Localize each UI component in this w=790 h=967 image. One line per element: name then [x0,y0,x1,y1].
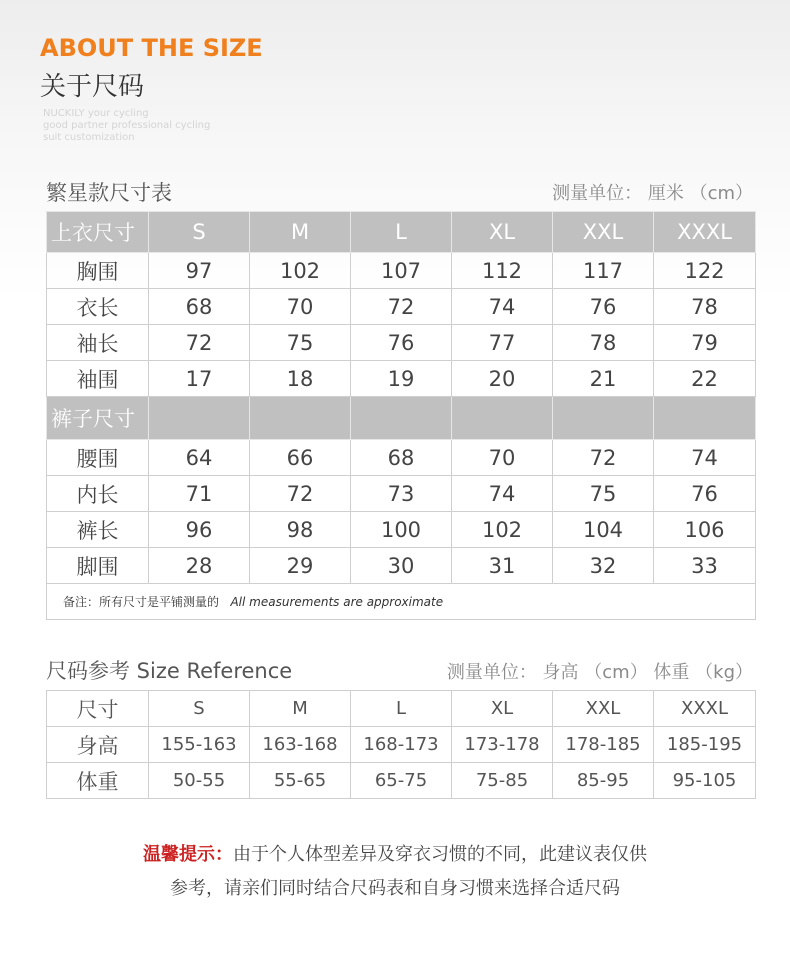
table-cell: 50-55 [149,763,250,799]
size-col-header: XXL [553,691,654,727]
table-cell: 72 [351,289,452,325]
table-cell: 70 [452,440,553,476]
size-col-header: M [250,691,351,727]
table-row [47,548,756,584]
table-cell: 68 [351,440,452,476]
table-row [47,440,756,476]
table-cell: 28 [149,548,250,584]
table-cell: 64 [149,440,250,476]
table-cell [654,397,756,440]
row-label: 衣长 [47,289,149,325]
table-cell: 178-185 [553,727,654,763]
table-cell: 31 [452,548,553,584]
row-label: 裤长 [47,512,149,548]
row-label: 胸围 [47,253,149,289]
note-row [47,584,756,620]
size-col-header: M [250,212,351,253]
table-cell: 74 [654,440,756,476]
table-cell: 98 [250,512,351,548]
pants-size-header: 裤子尺寸 [47,397,149,440]
table-cell: 74 [452,289,553,325]
size-col-header: S [149,691,250,727]
table-cell: 66 [250,440,351,476]
table-cell: 32 [553,548,654,584]
table-cell: 72 [149,325,250,361]
size-chart-unit: 测量单位： 厘米 （cm） [552,183,753,204]
row-label: 脚围 [47,548,149,584]
tagline-line: suit customization [43,132,135,143]
size-col-header: XL [452,691,553,727]
table-cell: 112 [452,253,553,289]
table-cell: 102 [452,512,553,548]
table-cell: 17 [149,361,250,397]
table-cell: 20 [452,361,553,397]
tips-line-2: 参考，请亲们同时结合尺码表和自身习惯来选择合适尺码 [170,878,620,899]
warm-tips [0,838,790,906]
tagline-line: good partner professional cycling [43,120,211,131]
table-cell: 95-105 [654,763,756,799]
note-en: All measurements are approximate [230,595,444,609]
table-cell: 96 [149,512,250,548]
table-cell [553,397,654,440]
table-cell: 71 [149,476,250,512]
table-cell: 163-168 [250,727,351,763]
table-cell: 168-173 [351,727,452,763]
row-label: 袖长 [47,325,149,361]
table-row [47,289,756,325]
table-row [47,763,756,799]
row-label: 体重 [47,763,149,799]
table-cell: 72 [553,440,654,476]
table-cell: 68 [149,289,250,325]
table-cell [250,397,351,440]
table-cell: 72 [250,476,351,512]
measurement-note [47,584,756,620]
table-cell: 18 [250,361,351,397]
note-cn: 备注：所有尺寸是平铺测量的 [63,595,220,609]
table-cell: 76 [553,289,654,325]
about-size-title: ABOUT THE SIZE [40,34,263,62]
reference-header-row [47,691,756,727]
table-cell: 76 [351,325,452,361]
tips-text: 由于个人体型差异及穿衣习惯的不同，此建议表仅供 [233,844,647,865]
table-cell: 21 [553,361,654,397]
about-size-title-cn: 关于尺码 [40,72,145,102]
size-reference-title: 尺码参考 Size Reference [46,659,293,683]
table-cell: 55-65 [250,763,351,799]
table-cell: 122 [654,253,756,289]
table-cell: 79 [654,325,756,361]
size-col-header: L [351,212,452,253]
pants-size-header-row [47,397,756,440]
table-cell: 33 [654,548,756,584]
table-cell: 78 [553,325,654,361]
size-col-header: XXXL [654,212,756,253]
table-row [47,476,756,512]
table-cell: 78 [654,289,756,325]
table-cell: 100 [351,512,452,548]
size-col-header: XL [452,212,553,253]
table-cell: 102 [250,253,351,289]
table-row [47,727,756,763]
table-cell: 104 [553,512,654,548]
table-cell: 106 [654,512,756,548]
table-cell: 97 [149,253,250,289]
table-row [47,253,756,289]
size-col-header: XXL [553,212,654,253]
table-row [47,512,756,548]
size-col-header: L [351,691,452,727]
table-cell: 76 [654,476,756,512]
table-row [47,325,756,361]
reference-header-label: 尺寸 [47,691,149,727]
table-cell [149,397,250,440]
table-cell: 74 [452,476,553,512]
top-size-header-row [47,212,756,253]
table-cell: 77 [452,325,553,361]
row-label: 袖围 [47,361,149,397]
table-cell: 85-95 [553,763,654,799]
table-cell: 19 [351,361,452,397]
tips-label: 温馨提示： [143,844,233,865]
table-cell: 155-163 [149,727,250,763]
table-cell: 22 [654,361,756,397]
table-cell: 73 [351,476,452,512]
table-cell: 107 [351,253,452,289]
table-cell: 29 [250,548,351,584]
tagline-line: NUCKILY your cycling [43,108,149,119]
top-size-header: 上衣尺寸 [47,212,149,253]
size-chart-table [46,211,756,620]
table-cell: 173-178 [452,727,553,763]
row-label: 腰围 [47,440,149,476]
table-cell: 30 [351,548,452,584]
table-cell: 117 [553,253,654,289]
row-label: 身高 [47,727,149,763]
size-reference-table [46,690,756,799]
table-cell: 185-195 [654,727,756,763]
table-cell: 75 [250,325,351,361]
table-row [47,361,756,397]
table-cell [351,397,452,440]
table-cell: 75 [553,476,654,512]
table-cell: 65-75 [351,763,452,799]
brand-tagline [43,108,210,144]
size-chart-title: 繁星款尺寸表 [46,181,172,205]
table-cell: 75-85 [452,763,553,799]
tips-line-1 [0,838,790,872]
row-label: 内长 [47,476,149,512]
size-col-header: S [149,212,250,253]
table-cell [452,397,553,440]
table-cell: 70 [250,289,351,325]
size-reference-unit: 测量单位： 身高 （cm） 体重 （kg） [446,662,753,683]
size-col-header: XXXL [654,691,756,727]
